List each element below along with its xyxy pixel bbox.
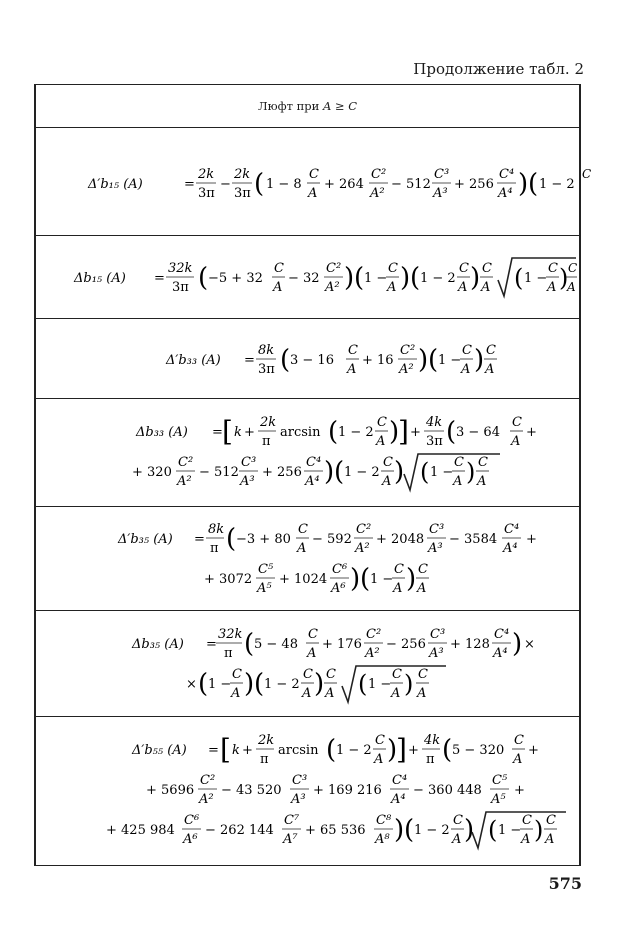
divider <box>34 506 581 507</box>
svg-text:k: k <box>232 743 240 758</box>
svg-text:A⁶: A⁶ <box>331 581 346 596</box>
svg-text:C³: C³ <box>241 455 257 470</box>
svg-text:A³: A³ <box>433 186 448 201</box>
svg-text:C⁴: C⁴ <box>504 522 520 537</box>
svg-text:− 592: − 592 <box>312 532 352 547</box>
svg-text:π: π <box>210 541 219 556</box>
svg-text:A: A <box>485 362 495 377</box>
svg-text:): ) <box>244 669 255 699</box>
svg-text:A: A <box>521 832 531 847</box>
svg-text:(: ( <box>326 735 337 765</box>
formula-row-3 <box>36 336 579 386</box>
svg-text:A: A <box>382 474 392 489</box>
svg-text:×: × <box>524 637 535 652</box>
svg-text:C³: C³ <box>429 522 445 537</box>
svg-text:A³: A³ <box>428 541 443 556</box>
svg-text:+ 128: + 128 <box>450 637 490 652</box>
svg-text:C: C <box>459 261 469 276</box>
svg-text:C⁴: C⁴ <box>494 627 510 642</box>
svg-text:(: ( <box>446 417 457 447</box>
svg-text:+ 1024: + 1024 <box>279 572 328 587</box>
svg-text:A: A <box>297 541 307 556</box>
svg-text:): ) <box>394 815 405 845</box>
svg-text:+: + <box>244 425 255 440</box>
svg-text:C: C <box>394 562 404 577</box>
svg-text:=: = <box>194 532 205 547</box>
formula-label: Δ′b₃₅ (A) <box>118 532 173 547</box>
svg-text:A: A <box>545 832 555 847</box>
svg-text:C⁴: C⁴ <box>499 167 515 182</box>
svg-text:A: A <box>325 686 335 701</box>
svg-text:+ 256: + 256 <box>454 177 494 192</box>
svg-text:): ) <box>406 564 417 594</box>
formula-label: Δ′b₅₅ (A) <box>132 743 187 758</box>
svg-text:C³: C³ <box>430 627 446 642</box>
svg-text:+ 65 536: + 65 536 <box>305 823 366 838</box>
formula-label: Δ′b₁₅ (A) <box>88 177 143 192</box>
svg-text:C³: C³ <box>292 773 308 788</box>
svg-text:π: π <box>262 434 271 449</box>
svg-text:(: ( <box>198 669 209 699</box>
svg-text:): ) <box>466 458 476 486</box>
svg-text:): ) <box>404 670 414 698</box>
svg-text:+: + <box>410 425 421 440</box>
svg-text:C: C <box>478 455 488 470</box>
svg-text:C: C <box>326 667 336 682</box>
svg-text:C: C <box>418 667 428 682</box>
svg-text:π: π <box>260 752 269 767</box>
svg-text:=: = <box>206 637 217 652</box>
svg-text:32k: 32k <box>218 627 243 642</box>
svg-text:A⁴: A⁴ <box>498 186 513 201</box>
svg-text:k: k <box>234 425 242 440</box>
svg-text:+ 2048: + 2048 <box>376 532 425 547</box>
svg-text:+ 176: + 176 <box>322 637 362 652</box>
svg-text:=: = <box>154 271 165 286</box>
svg-text:8k: 8k <box>258 343 275 358</box>
svg-text:1 −: 1 − <box>208 677 232 692</box>
svg-text:): ) <box>314 669 325 699</box>
svg-text:): ) <box>512 629 523 659</box>
svg-text:(: ( <box>360 564 371 594</box>
svg-text:C: C <box>274 261 284 276</box>
divider <box>34 127 581 128</box>
svg-text:A²: A² <box>399 362 414 377</box>
svg-text:−5 + 32: −5 + 32 <box>208 271 263 286</box>
svg-text:π: π <box>426 752 435 767</box>
svg-text:5 − 48: 5 − 48 <box>254 637 298 652</box>
svg-text:(: ( <box>226 524 237 554</box>
svg-text:A: A <box>477 474 487 489</box>
svg-text:A²: A² <box>370 186 385 201</box>
svg-text:32k: 32k <box>168 261 193 276</box>
svg-text:− 3584: − 3584 <box>449 532 498 547</box>
svg-text:A: A <box>302 686 312 701</box>
svg-text:A: A <box>511 434 521 449</box>
svg-text:A³: A³ <box>429 646 444 661</box>
svg-text:): ) <box>350 564 361 594</box>
svg-text:C²: C² <box>400 343 416 358</box>
svg-text:C⁸: C⁸ <box>376 813 392 828</box>
divider <box>34 716 581 717</box>
svg-text:): ) <box>344 263 355 293</box>
svg-text:A: A <box>547 280 557 295</box>
svg-text:+: + <box>526 425 537 440</box>
svg-text:−3 + 80: −3 + 80 <box>236 532 291 547</box>
svg-text:A: A <box>376 434 386 449</box>
svg-text:− 256: − 256 <box>386 637 426 652</box>
svg-text:(: ( <box>280 345 291 375</box>
svg-text:C: C <box>454 455 464 470</box>
svg-text:C: C <box>486 343 496 358</box>
svg-text:]: ] <box>396 733 407 766</box>
svg-text:−: − <box>220 177 231 192</box>
formula-row-1 <box>36 150 592 220</box>
svg-text:+ 3072: + 3072 <box>204 572 253 587</box>
svg-text:A: A <box>461 362 471 377</box>
svg-text:2k: 2k <box>234 167 251 182</box>
svg-text:(: ( <box>334 457 345 487</box>
page-number: 575 <box>548 874 582 893</box>
svg-text:C: C <box>388 261 398 276</box>
svg-text:C³: C³ <box>434 167 450 182</box>
svg-text:A³: A³ <box>240 474 255 489</box>
svg-text:A: A <box>391 686 401 701</box>
svg-text:C: C <box>298 522 308 537</box>
svg-text:(: ( <box>442 735 453 765</box>
svg-text:1 − 2: 1 − 2 <box>264 677 300 692</box>
svg-text:C⁵: C⁵ <box>492 773 508 788</box>
formula-db35-prime <box>36 517 579 607</box>
svg-text:3 − 64: 3 − 64 <box>456 425 500 440</box>
svg-text:1 −: 1 − <box>368 677 392 692</box>
svg-text:1 −: 1 − <box>438 353 462 368</box>
svg-text:+: + <box>408 743 419 758</box>
svg-text:A: A <box>308 186 318 201</box>
svg-text:A: A <box>417 581 427 596</box>
svg-text:1 − 8: 1 − 8 <box>266 177 302 192</box>
svg-text:3 − 16: 3 − 16 <box>290 353 334 368</box>
svg-text:): ) <box>400 263 411 293</box>
formula-db15 <box>36 252 579 312</box>
svg-text:(: ( <box>488 816 498 844</box>
divider <box>34 865 581 866</box>
svg-text:): ) <box>518 169 529 199</box>
svg-text:C⁵: C⁵ <box>258 562 274 577</box>
svg-text:=: = <box>184 177 195 192</box>
svg-text:C⁶: C⁶ <box>332 562 348 577</box>
svg-text:C⁴: C⁴ <box>306 455 322 470</box>
svg-text:A²: A² <box>325 280 340 295</box>
svg-text:+ 320: + 320 <box>132 465 172 480</box>
svg-text:=: = <box>208 743 219 758</box>
svg-text:+ 169 216: + 169 216 <box>313 783 382 798</box>
svg-text:): ) <box>389 417 400 447</box>
svg-text:C: C <box>514 733 524 748</box>
svg-text:): ) <box>387 735 398 765</box>
svg-text:(: ( <box>528 169 539 199</box>
svg-text:8k: 8k <box>208 522 225 537</box>
svg-text:(: ( <box>420 458 430 486</box>
svg-text:− 32: − 32 <box>288 271 320 286</box>
svg-text:A⁶: A⁶ <box>183 832 198 847</box>
svg-text:(: ( <box>354 263 365 293</box>
svg-text:4k: 4k <box>426 415 443 430</box>
svg-text:): ) <box>394 457 405 487</box>
svg-text:− 512: − 512 <box>199 465 239 480</box>
svg-text:− 512: − 512 <box>391 177 431 192</box>
svg-text:C: C <box>375 733 385 748</box>
svg-text:arcsin: arcsin <box>278 743 319 758</box>
svg-text:C²: C² <box>200 773 216 788</box>
svg-text:− 43 520: − 43 520 <box>221 783 282 798</box>
formula-label: Δb₁₅ (A) <box>74 271 126 286</box>
formula-row-4 <box>36 410 579 500</box>
svg-text:A⁴: A⁴ <box>305 474 320 489</box>
svg-text:A: A <box>307 646 317 661</box>
svg-text:A⁸: A⁸ <box>375 832 390 847</box>
svg-text:+ 264: + 264 <box>324 177 364 192</box>
svg-text:): ) <box>470 263 481 293</box>
svg-text:(: ( <box>358 670 368 698</box>
svg-text:1 − 2: 1 − 2 <box>539 177 575 192</box>
svg-text:): ) <box>559 264 569 292</box>
svg-text:+ 5696: + 5696 <box>146 783 195 798</box>
svg-text:A: A <box>513 752 523 767</box>
formula-row-5 <box>36 517 579 607</box>
divider <box>34 235 581 236</box>
svg-text:C: C <box>383 455 393 470</box>
svg-text:A: A <box>231 686 241 701</box>
svg-text:C: C <box>482 261 492 276</box>
svg-text:3π: 3π <box>198 186 215 201</box>
table-header <box>34 84 581 128</box>
svg-text:1 − 2: 1 − 2 <box>414 823 450 838</box>
svg-text:C: C <box>348 343 358 358</box>
svg-text:+ 425 984: + 425 984 <box>106 823 175 838</box>
svg-text:(: ( <box>198 263 209 293</box>
svg-text:− 360 448: − 360 448 <box>413 783 482 798</box>
continuation-label: Продолжение табл. 2 <box>413 60 584 78</box>
svg-text:C: C <box>546 813 556 828</box>
svg-text:(: ( <box>254 669 265 699</box>
svg-text:2k: 2k <box>260 415 277 430</box>
svg-text:A⁴: A⁴ <box>503 541 518 556</box>
formula-db35 <box>36 622 579 712</box>
svg-text:=: = <box>212 425 223 440</box>
svg-text:1 −: 1 − <box>430 465 454 480</box>
svg-text:A³: A³ <box>291 792 306 807</box>
svg-text:A²: A² <box>365 646 380 661</box>
svg-text:]: ] <box>398 415 409 448</box>
svg-text:1 −: 1 − <box>370 572 394 587</box>
svg-text:A⁴: A⁴ <box>493 646 508 661</box>
svg-text:): ) <box>418 345 429 375</box>
svg-text:A⁵: A⁵ <box>257 581 272 596</box>
svg-text:4k: 4k <box>424 733 441 748</box>
svg-text:2k: 2k <box>198 167 215 182</box>
svg-text:A⁴: A⁴ <box>391 792 406 807</box>
svg-text:+: + <box>514 783 525 798</box>
svg-text:=: = <box>244 353 255 368</box>
svg-text:A²: A² <box>199 792 214 807</box>
svg-text:A: A <box>347 362 357 377</box>
svg-text:C: C <box>582 167 592 181</box>
divider <box>34 610 581 611</box>
svg-text:(: ( <box>514 264 524 292</box>
svg-text:×: × <box>186 677 197 692</box>
svg-text:C: C <box>303 667 313 682</box>
svg-text:C: C <box>308 627 318 642</box>
svg-text:1 − 2: 1 − 2 <box>344 465 380 480</box>
svg-text:2k: 2k <box>258 733 275 748</box>
formula-label: Δb₃₅ (A) <box>132 637 184 652</box>
formula-row-7 <box>36 728 579 860</box>
svg-text:C⁶: C⁶ <box>184 813 200 828</box>
svg-text:C²: C² <box>178 455 194 470</box>
header-condition: A ≥ C <box>322 99 358 113</box>
svg-text:C: C <box>418 562 428 577</box>
formula-label: Δb₃₃ (A) <box>136 425 188 440</box>
svg-text:π: π <box>224 646 233 661</box>
formula-db15-prime <box>36 150 592 220</box>
svg-text:C: C <box>522 813 532 828</box>
formula-row-2 <box>36 252 579 312</box>
formula-db33 <box>36 410 579 500</box>
svg-text:A⁵: A⁵ <box>491 792 506 807</box>
formula-db55-prime <box>36 728 579 860</box>
svg-text:): ) <box>474 345 485 375</box>
svg-text:+ 16: + 16 <box>362 353 394 368</box>
divider <box>34 318 581 319</box>
svg-text:A: A <box>452 832 462 847</box>
svg-text:A: A <box>273 280 283 295</box>
svg-text:A: A <box>387 280 397 295</box>
svg-text:(: ( <box>404 815 415 845</box>
svg-text:(: ( <box>428 345 439 375</box>
svg-text:C: C <box>392 667 402 682</box>
svg-text:A⁷: A⁷ <box>283 832 298 847</box>
svg-text:C²: C² <box>326 261 342 276</box>
svg-text:1 − 2: 1 − 2 <box>420 271 456 286</box>
svg-text:A²: A² <box>177 474 192 489</box>
formula-db33-prime <box>36 336 579 386</box>
svg-text:C⁴: C⁴ <box>392 773 408 788</box>
svg-text:C: C <box>568 261 578 275</box>
svg-text:C: C <box>377 415 387 430</box>
svg-text:1 − 2: 1 − 2 <box>338 425 374 440</box>
svg-text:(: ( <box>254 169 265 199</box>
svg-text:A: A <box>453 474 463 489</box>
svg-text:C⁷: C⁷ <box>284 813 300 828</box>
svg-text:A: A <box>393 581 403 596</box>
svg-text:+: + <box>526 532 537 547</box>
svg-text:A: A <box>417 686 427 701</box>
svg-text:): ) <box>324 457 335 487</box>
formula-row-6 <box>36 622 579 712</box>
svg-text:− 262 144: − 262 144 <box>205 823 274 838</box>
svg-text:A: A <box>481 280 491 295</box>
svg-text:A: A <box>374 752 384 767</box>
formula-label: Δ′b₃₃ (A) <box>166 353 221 368</box>
svg-text:3π: 3π <box>234 186 251 201</box>
svg-text:1 −: 1 − <box>524 271 548 286</box>
svg-text:A: A <box>458 280 468 295</box>
svg-text:+: + <box>242 743 253 758</box>
svg-text:(: ( <box>410 263 421 293</box>
header-text: Люфт при <box>257 99 320 113</box>
svg-text:3π: 3π <box>258 362 275 377</box>
svg-text:(: ( <box>244 629 255 659</box>
svg-text:arcsin: arcsin <box>280 425 321 440</box>
svg-text:1 −: 1 − <box>364 271 388 286</box>
svg-text:C: C <box>548 261 558 276</box>
svg-text:[: [ <box>222 415 233 448</box>
svg-text:A: A <box>567 280 576 294</box>
svg-text:C: C <box>309 167 319 182</box>
svg-text:3π: 3π <box>426 434 443 449</box>
svg-text:5 − 320: 5 − 320 <box>452 743 505 758</box>
svg-text:A²: A² <box>355 541 370 556</box>
svg-text:1 − 2: 1 − 2 <box>336 743 372 758</box>
divider <box>34 398 581 399</box>
svg-text:C: C <box>232 667 242 682</box>
svg-text:C²: C² <box>366 627 382 642</box>
svg-text:): ) <box>534 816 544 844</box>
svg-text:C: C <box>453 813 463 828</box>
svg-text:C: C <box>512 415 522 430</box>
svg-text:[: [ <box>220 733 231 766</box>
svg-text:C: C <box>462 343 472 358</box>
svg-text:+: + <box>528 743 539 758</box>
svg-text:C²: C² <box>356 522 372 537</box>
svg-text:3π: 3π <box>172 280 189 295</box>
svg-text:(: ( <box>328 417 339 447</box>
svg-text:): ) <box>464 815 475 845</box>
svg-text:+ 256: + 256 <box>262 465 302 480</box>
svg-text:1 −: 1 − <box>498 823 522 838</box>
svg-text:C²: C² <box>371 167 387 182</box>
